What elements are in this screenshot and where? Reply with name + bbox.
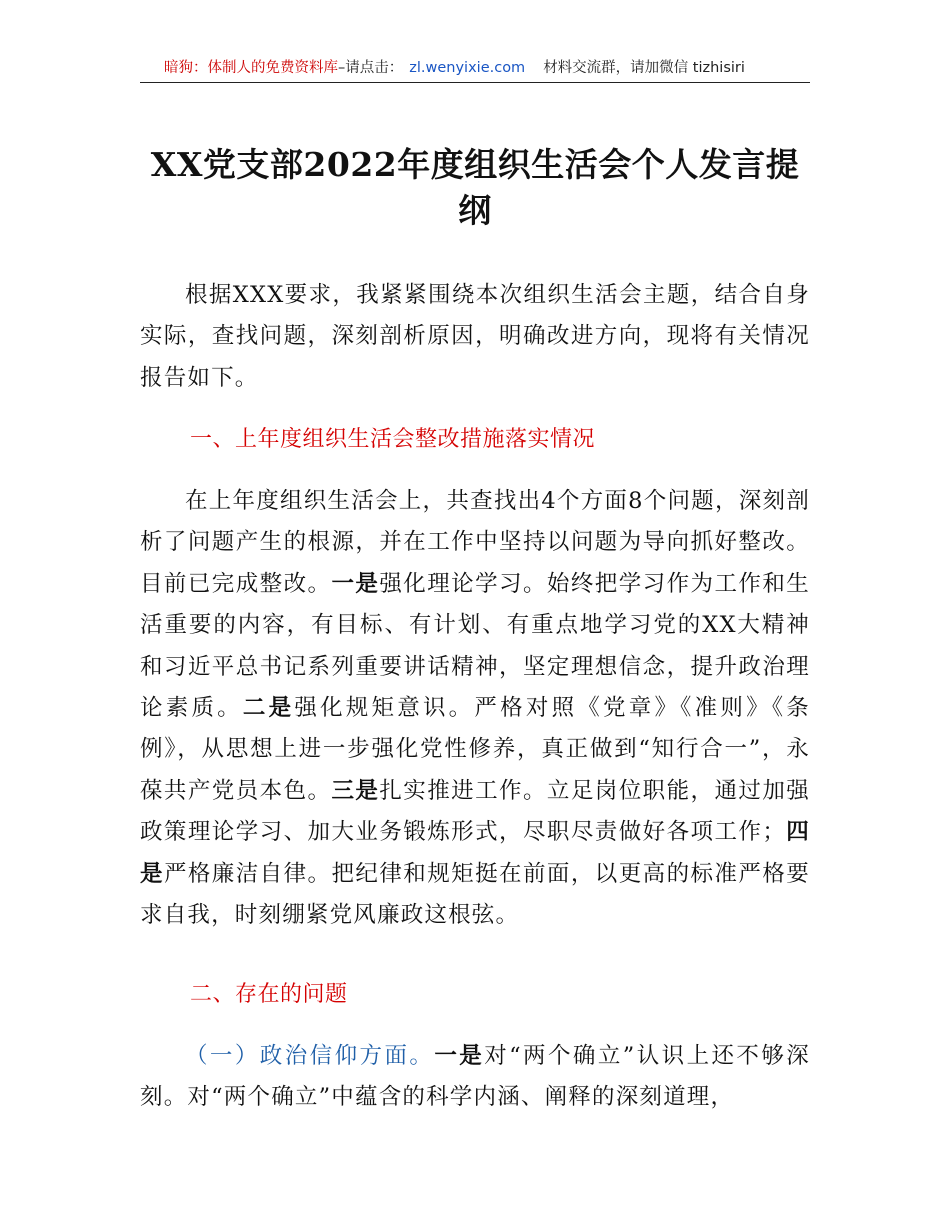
document-title: XX党支部2022年度组织生活会个人发言提纲 <box>150 145 800 230</box>
point4-keyword: 四是 <box>140 819 810 887</box>
intro-paragraph: 根据XXX要求，我紧紧围绕本次组织生活会主题，结合自身实际，查找问题，深刻剖析原因，明确改进方向，现将有关情况报告如下。 <box>140 282 810 391</box>
issue1-keyword: 一是 <box>434 1043 485 1069</box>
header-promo-text: 暗狗：体制人的免费资料库 <box>164 60 338 76</box>
page-header <box>140 58 810 83</box>
point2-text: 强化规矩意识。严格对照《党章》《准则》《条例》，从思想上进一步强化党性修养，真正做到“知行合一”，永葆共产党员本色。 <box>140 695 810 804</box>
section1-heading: 一、上年度组织生活会整改措施落实情况 <box>190 427 596 452</box>
section1-intro-text: 在上年度组织生活会上，共查找出4个方面8个问题，深刻剖析了问题产生的根源，并在工作中坚持以问题为导向抓好整改。目前已完成整改。 <box>140 488 810 597</box>
point1-text: 强化理论学习。始终把学习作为工作和生活重要的内容，有目标、有计划、有重点地学习党的XX大精神和习近平总书记系列重要讲话精神，坚定理想信念，提升政治理论素质。 <box>140 570 810 722</box>
point3-text: 扎实推进工作。立足岗位职能，通过加强政策理论学习、加大业务锻炼形式，尽职尽责做好各项工作； <box>140 777 810 846</box>
point4-text: 严格廉洁自律。把纪律和规矩挺在前面，以更高的标准严格要求自我，时刻绷紧党风廉政这根弦。 <box>140 860 810 929</box>
section1-paragraph <box>140 481 810 936</box>
intro-paragraph-block <box>140 275 810 399</box>
header-click-prefix: –请点击： <box>338 60 404 76</box>
header-group-text: 材料交流群，请加微信 tizhisiri <box>543 60 745 76</box>
issue1-text: 对“两个确立”认识上还不够深刻。对“两个确立”中蕴含的科学内涵、阐释的深刻道理， <box>140 1043 810 1111</box>
subsection1-label: （一）政治信仰方面。 <box>185 1043 435 1069</box>
point2-keyword: 二是 <box>242 695 295 722</box>
point1-keyword: 一是 <box>331 570 380 597</box>
section1-body <box>140 481 810 936</box>
header-url-link[interactable]: zl.wenyixie.com <box>409 60 526 76</box>
section2-heading: 二、存在的问题 <box>190 982 348 1007</box>
point3-keyword: 三是 <box>331 777 380 804</box>
section2-paragraph <box>140 1036 810 1119</box>
section2-body <box>140 1036 810 1119</box>
